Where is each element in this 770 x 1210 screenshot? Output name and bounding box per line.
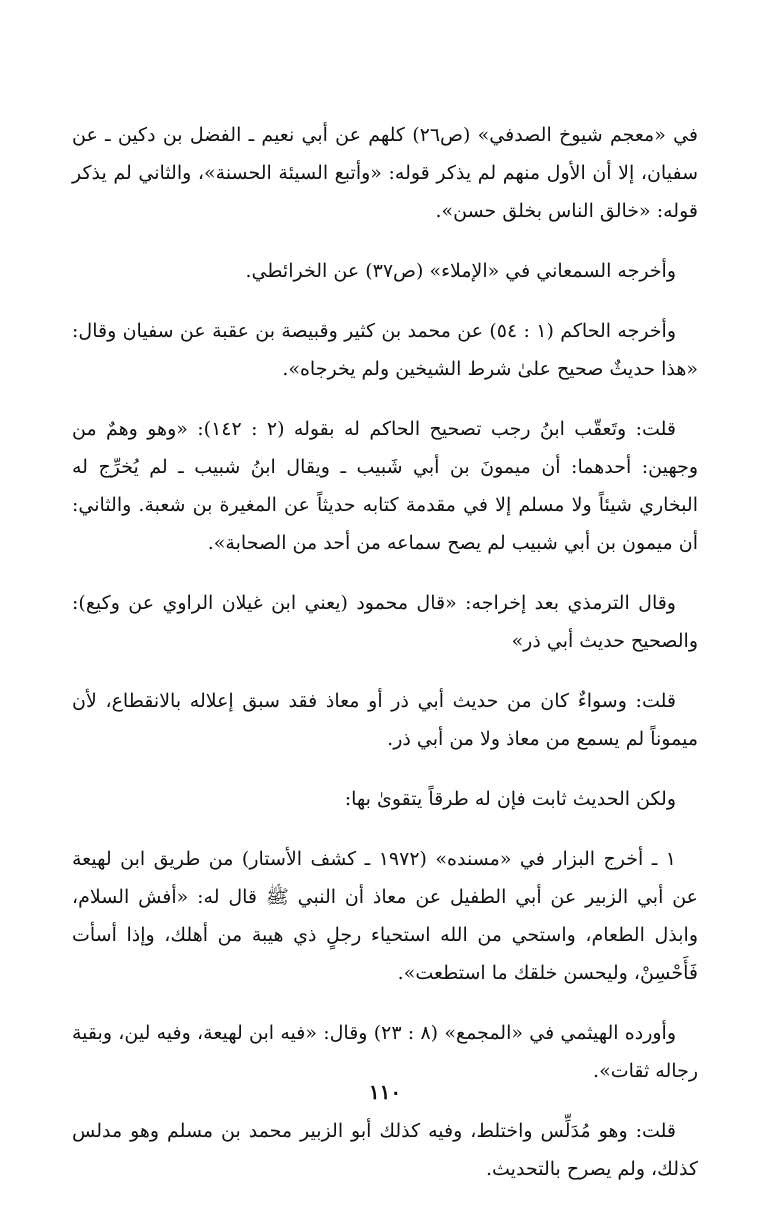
paragraph-9: وأورده الهيثمي في «المجمع» (٨ : ٢٣) وقال: «فيه ابن لهيعة، وفيه لين، وبقية رجاله ثقات». <box>72 1022 698 1082</box>
page-body-text <box>72 116 698 1210</box>
paragraph-3: وأخرجه الحاكم (١ : ٥٤) عن محمد بن كثير وقبيصة بن عقبة عن سفيان وقال: «هذا حديثٌ صحيح علىٰ شرط الشيخين ولم يخرجاه». <box>72 320 698 380</box>
paragraph-4: قلت: وتَعقّب ابنُ رجب تصحيح الحاكم له بقوله (٢ : ١٤٢): «وهو وهمٌ من وجهين: أحدهما: أن ميمونَ بن أبي شَبيب ـ ويقال ابنُ شبيب ـ لم يُخرِّج له البخاري شيئاً ولا مسلم إلا في مقدمة كتابه حديثاً عن المغيرة بن شعبة. والثاني: أن ميمون بن أبي شبيب لم يصح سماعه من أحد من الصحابة». <box>72 418 698 554</box>
paragraph-2: وأخرجه السمعاني في «الإملاء» (ص٣٧) عن الخرائطي. <box>245 260 676 282</box>
paragraph-5: وقال الترمذي بعد إخراجه: «قال محمود (يعني ابن غيلان الراوي عن وكيع): والصحيح حديث أبي ذر» <box>72 592 698 652</box>
page-number: ١١٠ <box>368 1080 402 1104</box>
paragraph-7: ولكن الحديث ثابت فإن له طرقاً يتقوىٰ بها: <box>344 788 676 810</box>
paragraph-1: في «معجم شيوخ الصدفي» (ص٢٦) كلهم عن أبي نعيم ـ الفضل بن دكين ـ عن سفيان، إلا أن الأول منهم لم يذكر قوله: «وأتبع السيئة الحسنة»، والثاني لم يذكر قوله: «خالق الناس بخلق حسن». <box>72 124 698 222</box>
paragraph-10: قلت: وهو مُدَلِّس واختلط، وفيه كذلك أبو الزبير محمد بن مسلم وهو مدلس كذلك، ولم يصرح بالتحديث. <box>72 1120 698 1180</box>
paragraph-8: ١ ـ أخرج البزار في «مسنده» (١٩٧٢ ـ كشف الأستار) من طريق ابن لهيعة عن أبي الزبير عن أبي الطفيل عن معاذ أن النبي ﷺ قال له: «أفش السلام، وابذل الطعام، واستحي من الله استحياء رجلٍ ذي هيبة من أهلك، وإذا أسأت فَأَحْسِنْ، وليحسن خلقك ما استطعت». <box>72 848 698 984</box>
paragraph-6: قلت: وسواءٌ كان من حديث أبي ذر أو معاذ فقد سبق إعلاله بالانقطاع، لأن ميموناً لم يسمع من معاذ ولا من أبي ذر. <box>72 690 698 750</box>
